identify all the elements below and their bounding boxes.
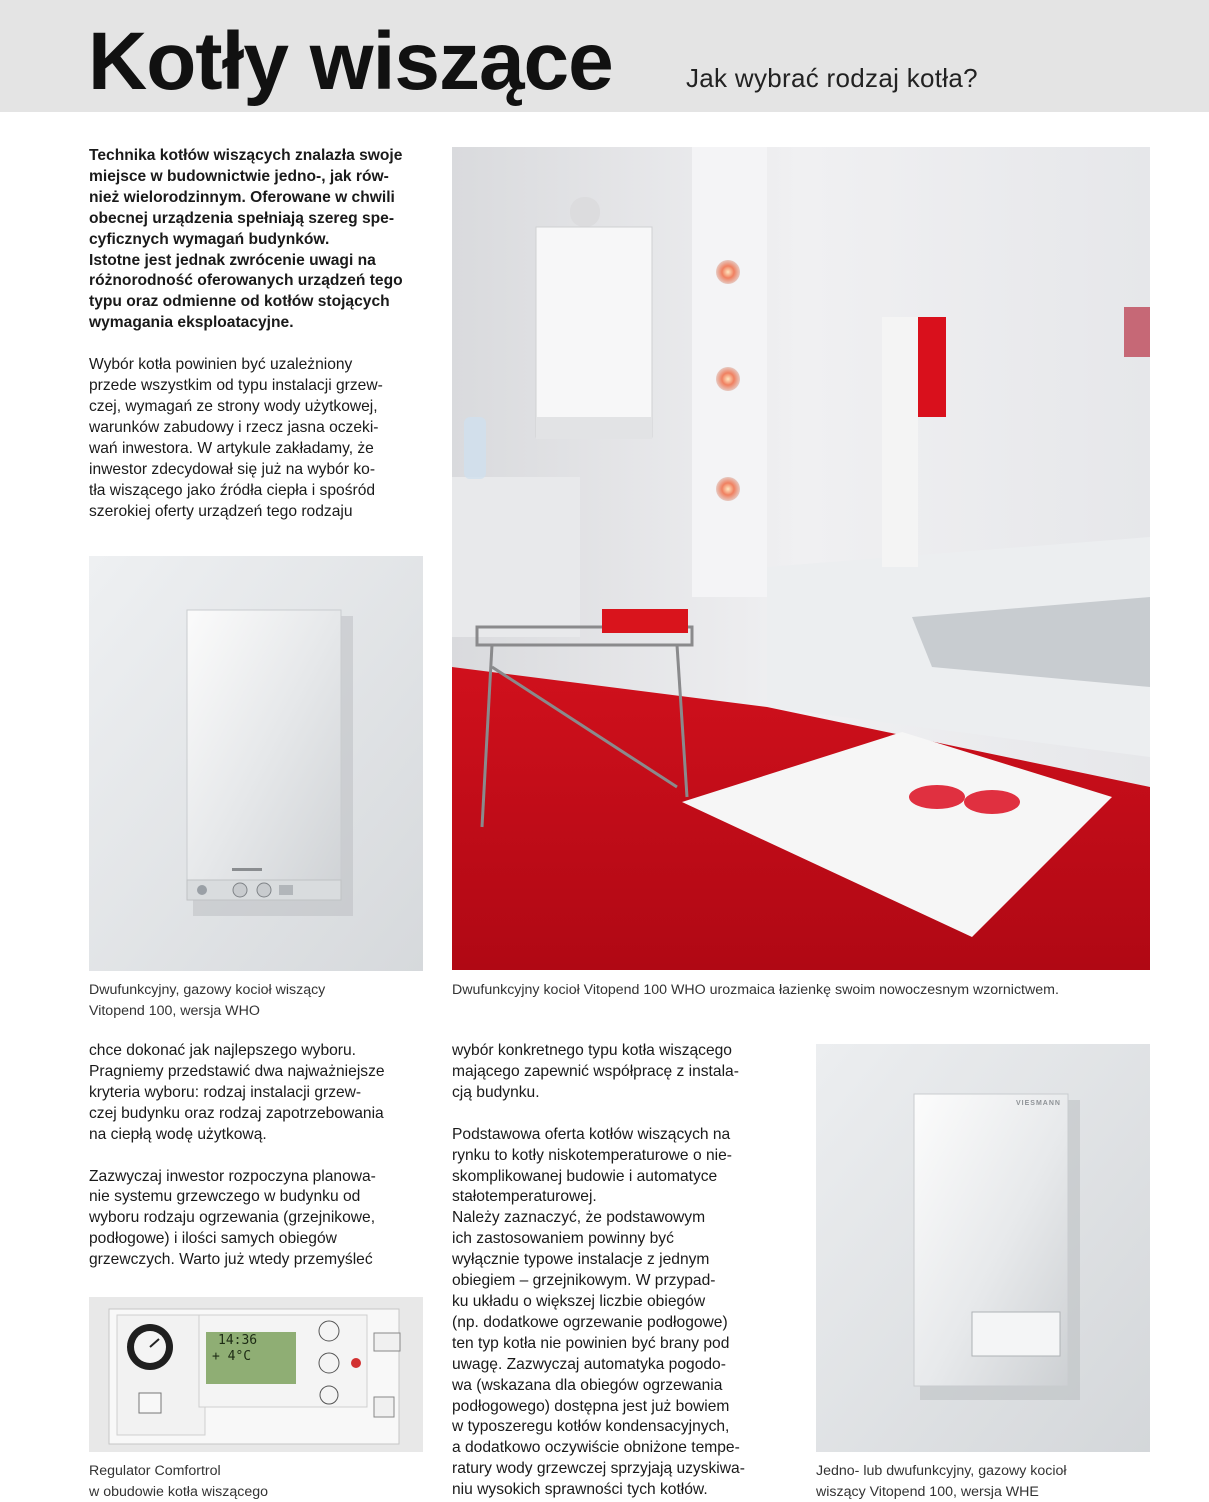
intro-body: Wybór kotła powinien być uzależniony przede wszystkim od typu instalacji grzew- czej, wymagań ze strony wody użytkowej, warunków zabudowy i rzecz jasna oczeki- wań inwestora. W artykule zakładamy, że inwestor zdecydował się już na wybór ko- tła wiszącego jako źródła ciepła i spośród szerokiej oferty urządzeń tego rodzaju xyxy=(89,356,383,520)
page-header xyxy=(0,0,1209,112)
caption-boiler-whe: Jedno- lub dwufunkcyjny, gazowy kocioł wiszący Vitopend 100, wersja WHE xyxy=(816,1463,1067,1500)
col1-text xyxy=(89,1041,434,1271)
bathroom-photo xyxy=(452,147,1150,970)
intro-lead: Technika kotłów wiszących znalazła swoje miejsce w budownictwie jedno-, jak rów- nież wielorodzinnym. Oferowane w chwili obecnej urządzenia spełniają szereg spe- cyficznych wymagań budynków. Istotne jest jednak zwrócenie uwagi na różnorodność oferowanych urządzeń tego typu oraz odmienne od kotłów stojących wymagania eksploatacyjne. xyxy=(89,147,403,332)
boiler-who-photo xyxy=(89,556,423,971)
col2-para1: wybór konkretnego typu kotła wiszącego mającego zapewnić współpracę z instala- cją budynku. xyxy=(452,1042,739,1101)
boiler-whe-photo xyxy=(816,1044,1150,1452)
brand-mark: VIESMANN xyxy=(1016,1100,1061,1107)
page-title: Kotły wiszące xyxy=(88,16,613,107)
col2-para2: Podstawowa oferta kotłów wiszących na rynku to kotły niskotemperaturowe o nie- skomplikowanej budowie i automatyce stałotemperaturowej. Należy zaznaczyć, że podstawowym ich zastosowaniem powinny być wyłącznie typowe instalacje z jednym obiegiem – grzejnikowym. W przypad- ku układu o większej liczbie obiegów (np. dodatkowe ogrzewanie podłogowe) ten typ kotła nie powinien być brany pod uwagę. Zazwyczaj automatyka pogodo- wa (wskazana dla obiegów ogrzewania podłogowego) dostępna jest już bowiem w typoszeregu kotłów kondensacyjnych, a dodatkowo oczywiście obniżone tempe- ratury wody grzewczej sprzyjają uzyskiwa- niu wysokich sprawności tych kotłów. xyxy=(452,1125,745,1499)
page-subtitle: Jak wybrać rodzaj kotła? xyxy=(686,63,978,93)
intro-text xyxy=(89,146,434,522)
col2-text xyxy=(452,1041,802,1501)
caption-boiler-who: Dwufunkcyjny, gazowy kocioł wiszący Vitopend 100, wersja WHO xyxy=(89,982,326,1019)
regulator-photo xyxy=(89,1297,423,1452)
caption-bathroom: Dwufunkcyjny kocioł Vitopend 100 WHO urozmaica łazienkę swoim nowoczesnym wzornictwem. xyxy=(452,982,1059,998)
caption-regulator: Regulator Comfortrol w obudowie kotła wiszącego xyxy=(89,1463,269,1500)
regulator-display xyxy=(206,1333,296,1365)
col1-para1: chce dokonać jak najlepszego wyboru. Pragniemy przedstawić dwa najważniejsze kryteria wyboru: rodzaj instalacji grzew- czej budynku oraz rodzaj zapotrzebowania na ciepłą wodę użytkową. xyxy=(89,1042,385,1143)
col1-para2: Zazwyczaj inwestor rozpoczyna planowa- nie systemu grzewczego w budynku od wyboru rodzaju ogrzewania (grzejnikowe, podłogowe) i ilości samych obiegów grzewczych. Warto już wtedy przemyśleć xyxy=(89,1167,376,1269)
regulator-temp: + 4°C xyxy=(212,1349,252,1364)
regulator-time: 14:36 xyxy=(218,1333,258,1348)
